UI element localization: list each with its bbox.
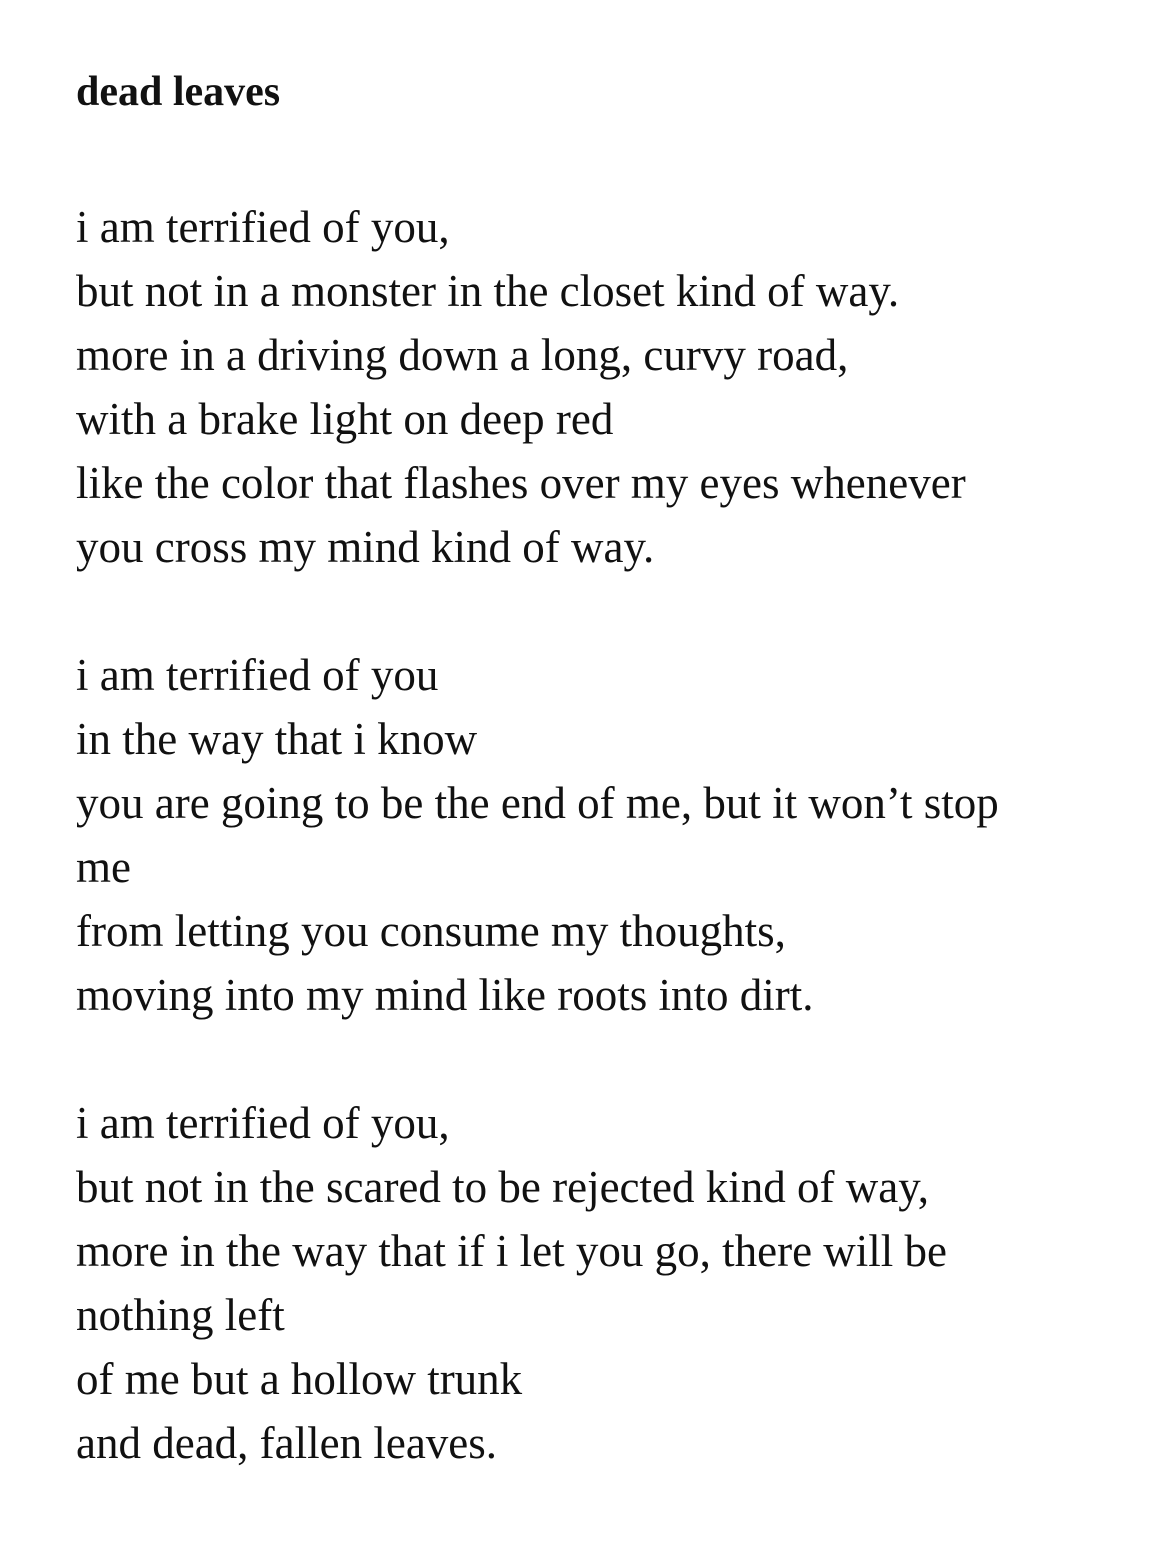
poem-line: i am terrified of you, (76, 202, 450, 252)
poem-line: you cross my mind kind of way. (76, 522, 655, 572)
poem-line: like the color that flashes over my eyes whenever (76, 458, 966, 508)
poem-line: me (76, 842, 131, 892)
stanza-2 (76, 643, 1136, 1027)
poem-line: you are going to be the end of me, but it won’t stop (76, 778, 999, 828)
poem-line: more in a driving down a long, curvy road, (76, 330, 849, 380)
poem-line: of me but a hollow trunk (76, 1354, 523, 1404)
poem-line: in the way that i know (76, 714, 478, 764)
poem-line: nothing left (76, 1290, 285, 1340)
document-page (76, 68, 1136, 1539)
poem-title: dead leaves (76, 69, 281, 115)
poem-line: moving into my mind like roots into dirt. (76, 970, 814, 1020)
poem-line: i am terrified of you, (76, 1098, 450, 1148)
stanza-1 (76, 195, 1136, 579)
poem-line: but not in a monster in the closet kind of way. (76, 266, 900, 316)
poem-body (76, 195, 1136, 1475)
poem-line: i am terrified of you (76, 650, 439, 700)
poem-line: and dead, fallen leaves. (76, 1418, 498, 1468)
poem-line: with a brake light on deep red (76, 394, 614, 444)
poem-line: more in the way that if i let you go, there will be (76, 1226, 948, 1276)
poem-line: from letting you consume my thoughts, (76, 906, 786, 956)
poem-line: but not in the scared to be rejected kind of way, (76, 1162, 930, 1212)
stanza-3 (76, 1091, 1136, 1475)
